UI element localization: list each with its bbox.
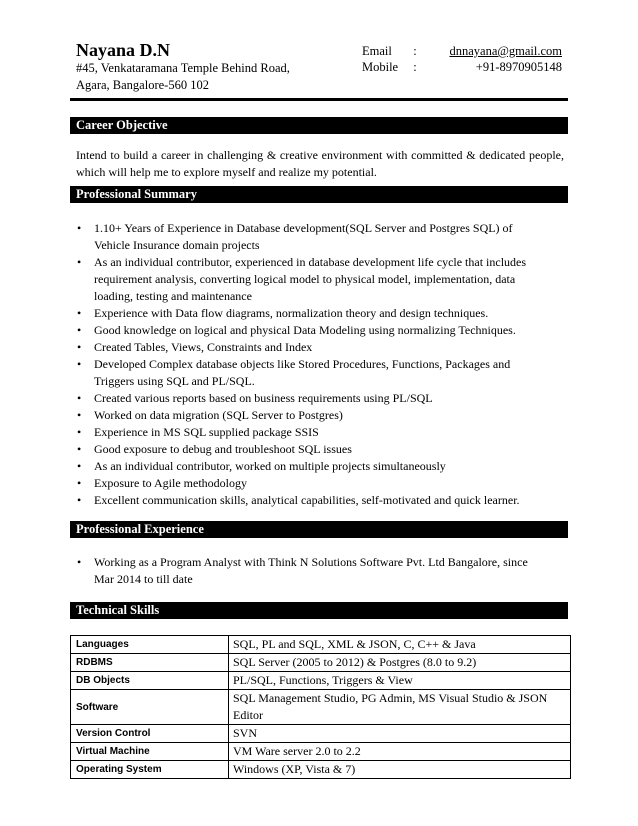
skill-category: Software bbox=[71, 690, 229, 725]
list-item-text: Created Tables, Views, Constraints and Index bbox=[94, 340, 313, 354]
candidate-name: Nayana D.N bbox=[76, 40, 171, 60]
email-colon: : bbox=[413, 44, 417, 58]
bullet-icon: • bbox=[77, 425, 82, 439]
mobile-row bbox=[362, 60, 562, 75]
skill-category: RDBMS bbox=[71, 654, 229, 672]
career-objective-text: Intend to build a career in challenging & creative environment with committed & dedicated people, which will help me to explore myself and realize my potential. bbox=[76, 148, 564, 179]
list-item-text: Developed Complex database objects like Stored Procedures, Functions, Packages and Triggers using SQL and PL/SQL. bbox=[94, 357, 511, 388]
list-item bbox=[76, 475, 546, 492]
table-row bbox=[71, 725, 571, 743]
list-item-text: Good knowledge on logical and physical Data Modeling using normalizing Techniques. bbox=[94, 323, 516, 337]
skill-category: Version Control bbox=[71, 725, 229, 743]
list-item bbox=[76, 305, 546, 322]
address-line-1: #45, Venkataramana Temple Behind Road, bbox=[76, 61, 290, 75]
bullet-icon: • bbox=[77, 408, 82, 422]
bullet-icon: • bbox=[77, 459, 82, 473]
list-item bbox=[76, 407, 546, 424]
list-item-text: Good exposure to debug and troubleshoot SQL issues bbox=[94, 442, 352, 456]
bullet-icon: • bbox=[77, 323, 82, 337]
bullet-icon: • bbox=[77, 555, 82, 569]
skill-category: Operating System bbox=[71, 761, 229, 779]
email-label: Email bbox=[362, 44, 392, 58]
section-professional-summary: Professional Summary bbox=[70, 186, 568, 203]
list-item-text: As an individual contributor, experienced in database development life cycle that includes requirement analysis, converting logical model to physical model, implementation, data loading, testing and maintenance bbox=[94, 255, 527, 303]
list-item-text: Created various reports based on business requirements using PL/SQL bbox=[94, 391, 433, 405]
email-value bbox=[422, 44, 562, 59]
list-item bbox=[76, 390, 546, 407]
bullet-icon: • bbox=[77, 391, 82, 405]
address bbox=[76, 60, 306, 94]
email-row bbox=[362, 44, 562, 59]
email-link[interactable]: dnnayana@gmail.com bbox=[449, 44, 562, 58]
section-professional-experience: Professional Experience bbox=[70, 521, 568, 538]
list-item-text: 1.10+ Years of Experience in Database development(SQL Server and Postgres SQL) of Vehicle Insurance domain projects bbox=[94, 221, 513, 252]
header-divider bbox=[70, 98, 568, 101]
list-item-text: Excellent communication skills, analytical capabilities, self-motivated and quick learner. bbox=[94, 493, 520, 507]
list-item bbox=[76, 554, 546, 588]
bullet-icon: • bbox=[77, 476, 82, 490]
skill-value: SQL Server (2005 to 2012) & Postgres (8.0 to 9.2) bbox=[229, 654, 571, 672]
skill-category: Languages bbox=[71, 636, 229, 654]
address-line-2: Agara, Bangalore-560 102 bbox=[76, 78, 209, 92]
bullet-icon: • bbox=[77, 221, 82, 235]
skill-category: Virtual Machine bbox=[71, 743, 229, 761]
table-row bbox=[71, 654, 571, 672]
skill-value: Windows (XP, Vista & 7) bbox=[229, 761, 571, 779]
section-career-objective: Career Objective bbox=[70, 117, 568, 134]
skill-category: DB Objects bbox=[71, 672, 229, 690]
bullet-icon: • bbox=[77, 493, 82, 507]
list-item-text: Experience with Data flow diagrams, normalization theory and design techniques. bbox=[94, 306, 489, 320]
mobile-value: +91-8970905148 bbox=[475, 60, 562, 74]
list-item bbox=[76, 339, 546, 356]
list-item-text: Working as a Program Analyst with Think N Solutions Software Pvt. Ltd Bangalore, since Mar 2014 to till date bbox=[94, 555, 528, 586]
table-row bbox=[71, 761, 571, 779]
summary-list bbox=[76, 220, 546, 509]
list-item-text: Exposure to Agile methodology bbox=[94, 476, 247, 490]
table-row bbox=[71, 672, 571, 690]
table-row bbox=[71, 743, 571, 761]
list-item bbox=[76, 492, 546, 509]
skill-value: VM Ware server 2.0 to 2.2 bbox=[229, 743, 571, 761]
bullet-icon: • bbox=[77, 357, 82, 371]
table-row bbox=[71, 636, 571, 654]
list-item-text: Experience in MS SQL supplied package SSIS bbox=[94, 425, 319, 439]
skill-value: SVN bbox=[229, 725, 571, 743]
list-item bbox=[76, 356, 546, 390]
bullet-icon: • bbox=[77, 442, 82, 456]
skill-value: SQL, PL and SQL, XML & JSON, C, C++ & Java bbox=[229, 636, 571, 654]
experience-list bbox=[76, 554, 546, 588]
table-row bbox=[71, 690, 571, 725]
list-item bbox=[76, 424, 546, 441]
list-item-text: Worked on data migration (SQL Server to Postgres) bbox=[94, 408, 343, 422]
bullet-icon: • bbox=[77, 306, 82, 320]
list-item-text: As an individual contributor, worked on multiple projects simultaneously bbox=[94, 459, 446, 473]
skill-value: PL/SQL, Functions, Triggers & View bbox=[229, 672, 571, 690]
skills-table bbox=[70, 635, 571, 779]
list-item bbox=[76, 441, 546, 458]
list-item bbox=[76, 322, 546, 339]
list-item bbox=[76, 220, 546, 254]
skill-value: SQL Management Studio, PG Admin, MS Visual Studio & JSON Editor bbox=[229, 690, 571, 725]
list-item bbox=[76, 458, 546, 475]
bullet-icon: • bbox=[77, 255, 82, 269]
mobile-colon: : bbox=[413, 60, 417, 74]
section-technical-skills: Technical Skills bbox=[70, 602, 568, 619]
list-item bbox=[76, 254, 546, 305]
mobile-label: Mobile bbox=[362, 60, 399, 74]
bullet-icon: • bbox=[77, 340, 82, 354]
